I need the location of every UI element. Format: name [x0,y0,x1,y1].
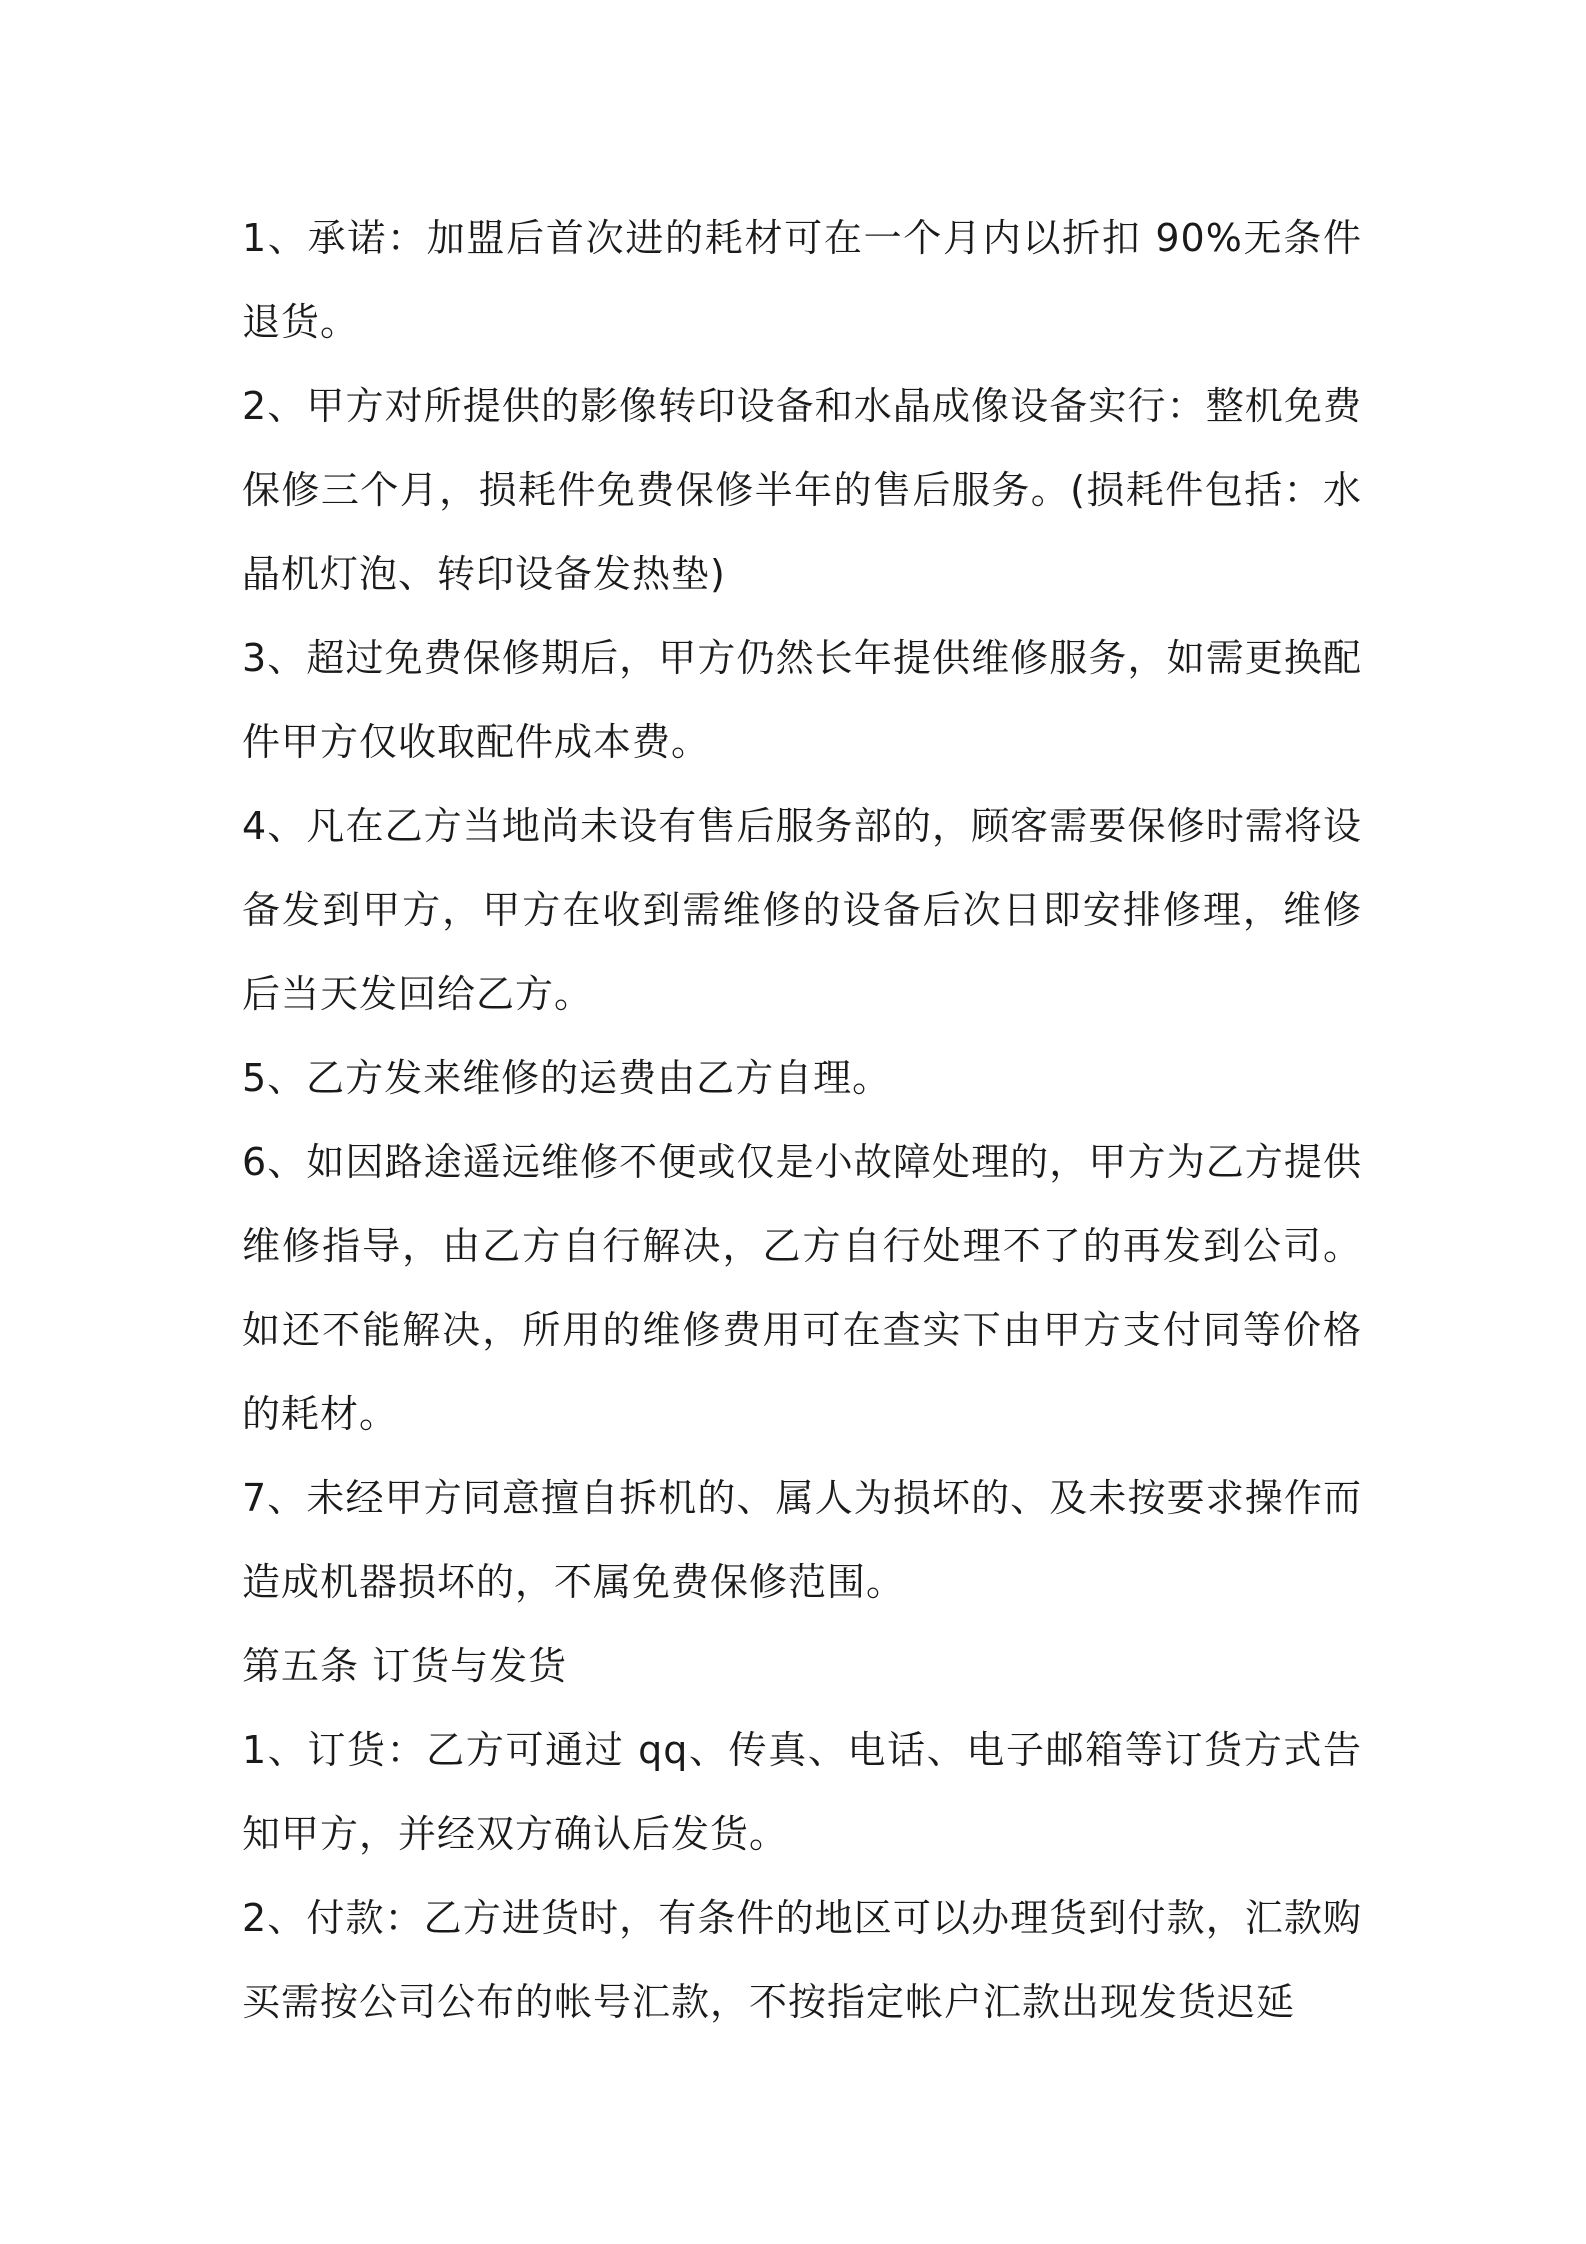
clause-3-after-warranty: 3、超过免费保修期后，甲方仍然长年提供维修服务，如需更换配件甲方仅收取配件成本费。 [242,636,1362,764]
clause-6-remote-repair: 6、如因路途遥远维修不便或仅是小故障处理的，甲方为乙方提供维修指导，由乙方自行解决，乙方自行处理不了的再发到公司。如还不能解决，所用的维修费用可在查实下由甲方支付同等价格的耗材。 [242,1140,1362,1436]
clause-4-repair-process: 4、凡在乙方当地尚未设有售后服务部的，顾客需要保修时需将设备发到甲方，甲方在收到需维修的设备后次日即安排修理，维修后当天发回给乙方。 [242,804,1362,1016]
section-heading-ordering: 第五条 订货与发货 [242,1644,568,1688]
clause-7-exclusions: 7、未经甲方同意擅自拆机的、属人为损坏的、及未按要求操作而造成机器损坏的，不属免费保修范围。 [242,1476,1362,1604]
clause-1-promise: 1、承诺：加盟后首次进的耗材可在一个月内以折扣 90%无条件退货。 [242,216,1362,344]
clause-2-warranty: 2、甲方对所提供的影像转印设备和水晶成像设备实行：整机免费保修三个月，损耗件免费保修半年的售后服务。(损耗件包括：水晶机灯泡、转印设备发热垫) [242,384,1362,596]
section-clause-1-ordering: 1、订货：乙方可通过 qq、传真、电话、电子邮箱等订货方式告知甲方，并经双方确认后发货。 [242,1728,1362,1856]
clause-5-shipping-cost: 5、乙方发来维修的运费由乙方自理。 [242,1056,892,1100]
section-clause-2-payment: 2、付款：乙方进货时，有条件的地区可以办理货到付款，汇款购买需按公司公布的帐号汇款，不按指定帐户汇款出现发货迟延 [242,1896,1362,2024]
document-body [242,196,1362,2044]
